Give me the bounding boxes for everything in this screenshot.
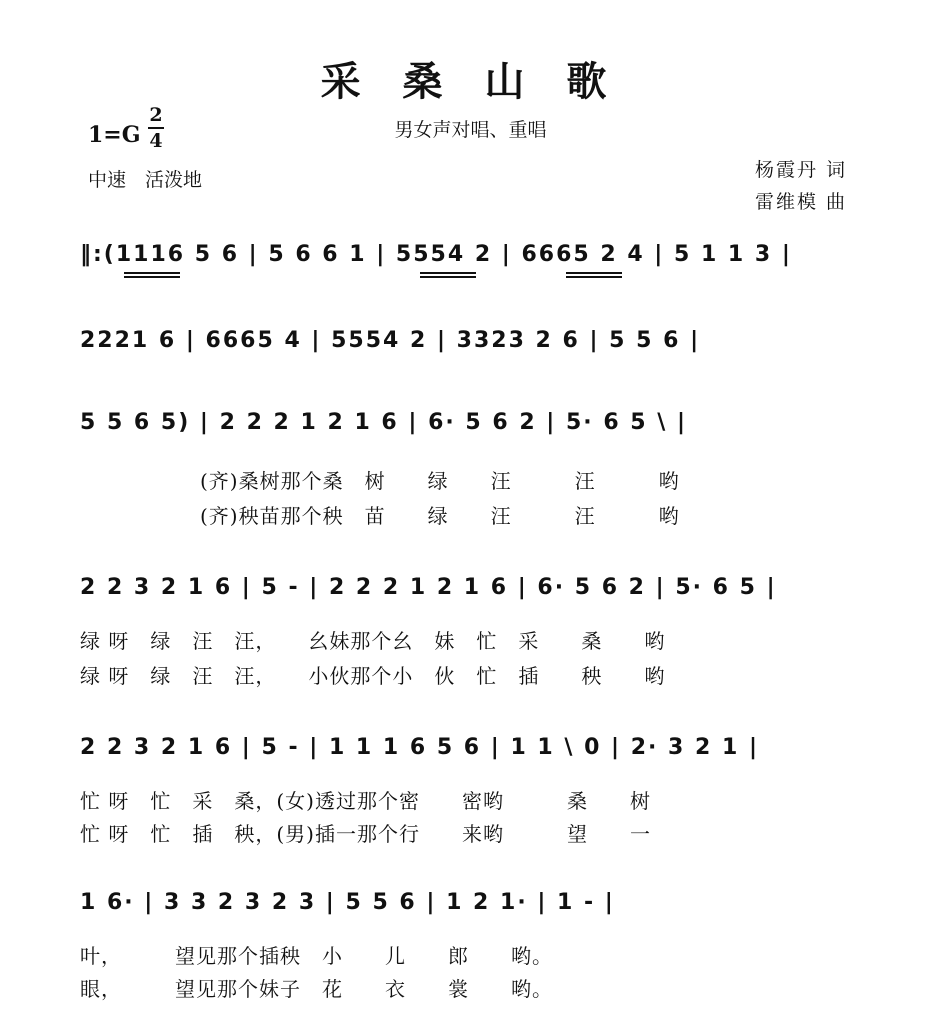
notation-row-4: 2 2 3 2 1 6 | 5 - | 2 2 2 1 2 1 6 | 6· 5 6 2 | 5· 6 5 |	[80, 575, 777, 600]
song-title: 采 桑 山 歌	[320, 58, 621, 105]
lyric-row-6-line-1: 叶， 望见那个插秧 小 儿 郎 哟。	[80, 944, 553, 968]
time-signature-bottom: 4	[149, 130, 163, 152]
song-subtitle: 男女声对唱、重唱	[394, 119, 547, 141]
lyric-row-4-line-1: 绿 呀 绿 汪 汪， 幺妹那个幺 妹 忙 采 桑 哟	[80, 629, 666, 653]
staff-row-4	[80, 565, 870, 705]
notation-row-3: 5 5 6 5) | 2 2 2 1 2 1 6 | 6· 5 6 2 | 5· 6 5 \ |	[80, 410, 687, 435]
composer-credit: 雷维模 曲	[755, 191, 848, 213]
time-signature-top: 2	[149, 104, 163, 126]
staff-row-3	[80, 400, 870, 540]
lyric-row-6-line-2: 眼， 望见那个妹子 花 衣 裳 哟。	[80, 977, 553, 1001]
lyric-row-3-line-2: (齐)秧苗那个秧 苗 绿 汪 汪 哟	[200, 504, 680, 528]
notation-row-1: ‖:(1116 5 6 | 5 6 6 1 | 5554 2 | 6665 2 4 | 5 1 1 3 |	[80, 242, 792, 267]
time-signature	[148, 104, 164, 152]
staff-row-5	[80, 725, 870, 865]
staff-row-1	[80, 232, 870, 292]
key-signature: 1=G	[88, 122, 141, 148]
lyric-row-5-line-1: 忙 呀 忙 采 桑，(女)透过那个密 密哟 桑 树	[80, 789, 651, 813]
lyric-row-5-line-2: 忙 呀 忙 插 秧，(男)插一那个行 来哟 望 一	[80, 822, 651, 846]
notation-row-6: 1 6· | 3 3 2 3 2 3 | 5 5 6 | 1 2 1· | 1 - |	[80, 890, 615, 915]
lyric-row-4-line-2: 绿 呀 绿 汪 汪， 小伙那个小 伙 忙 插 秧 哟	[80, 664, 666, 688]
staff-row-2	[80, 318, 870, 378]
lyricist-credit: 杨霞丹 词	[755, 159, 848, 181]
notation-row-5: 2 2 3 2 1 6 | 5 - | 1 1 1 6 5 6 | 1 1 \ 0 | 2· 3 2 1 |	[80, 735, 759, 760]
tempo-marking: 中速 活泼地	[88, 169, 203, 191]
staff-row-6	[80, 880, 870, 1020]
lyric-row-3-line-1: (齐)桑树那个桑 树 绿 汪 汪 哟	[200, 469, 680, 493]
notation-row-2: 2221 6 | 6665 4 | 5554 2 | 3323 2 6 | 5 5 6 |	[80, 328, 701, 353]
